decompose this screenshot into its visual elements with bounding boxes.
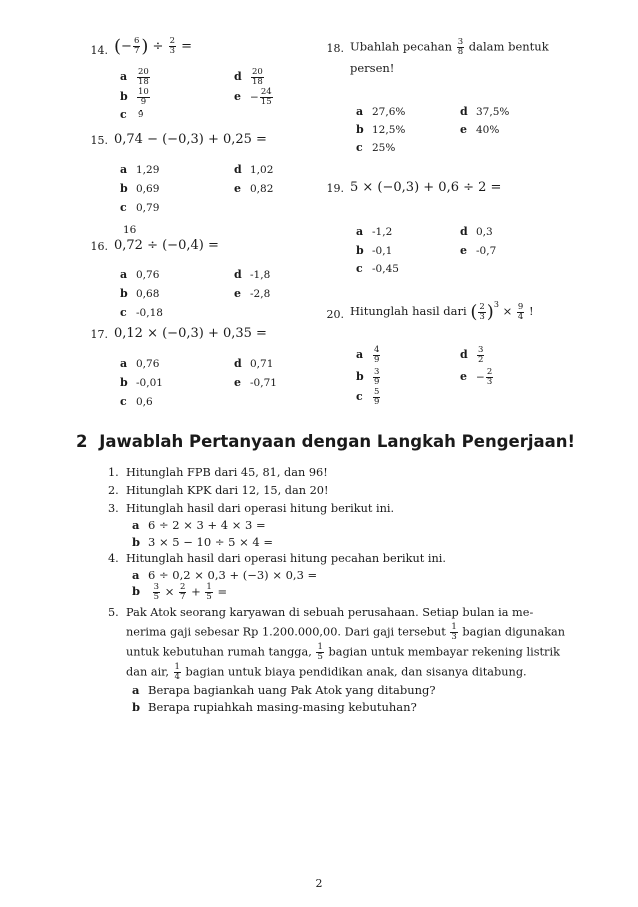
essay-5-part-a: a Berapa bagiankah uang Pak Atok yang ditabung? (132, 683, 436, 697)
option-b[interactable]: b 12,5% (356, 123, 406, 136)
option-c[interactable]: c $\frac{5}{9}$ (356, 387, 380, 407)
question-number: 18. (326, 42, 344, 55)
essay-4-part-a: a 6 ÷ 0,2 × 0,3 + (−3) × 0,3 = (132, 568, 318, 582)
question-stem: 0,72 ÷ (−0,4) = (114, 238, 219, 253)
question-number: 16. (90, 240, 108, 253)
question-stem: 0,74 − (−0,3) + 0,25 = (114, 132, 267, 147)
option-e[interactable]: e − $\frac{2}{3}$ (460, 367, 493, 387)
option-b[interactable]: b $\frac{3}{9}$ (356, 367, 380, 387)
option-b[interactable]: b -0,01 (120, 376, 163, 389)
option-a[interactable]: a 1,29 (120, 163, 160, 176)
option-a[interactable]: a -1,2 (356, 225, 393, 238)
option-e[interactable]: e 40% (460, 123, 500, 136)
question-14 (86, 34, 326, 129)
essay-4-part-b: b $\frac{3}{5}$ × $\frac{2}{7}$ + $\frac{1}{5}$ = (132, 582, 228, 602)
question-stem: Ubahlah pecahan $\frac{3}{8}$ dalam bentuk (350, 37, 549, 57)
essay-item-2: 2. Hitunglah KPK dari 12, 15, dan 20! (108, 484, 329, 497)
option-c[interactable]: c 0,6 (120, 395, 153, 408)
essay-5-line-2: nerima gaji sebesar Rp 1.200.000,00. Dari gaji tersebut $\frac{1}{3}$ bagian digunakan (126, 622, 566, 642)
option-b[interactable]: b 0,68 (120, 287, 160, 300)
essay-5-part-b: b Berapa rupiahkah masing-masing kebutuhan? (132, 700, 417, 714)
option-e[interactable]: e -0,71 (234, 376, 277, 389)
option-c[interactable]: c 0,79 (120, 201, 160, 214)
essay-item-3: 3. Hitunglah hasil dari operasi hitung berikut ini. (108, 502, 395, 515)
question-15 (86, 130, 326, 215)
essay-3-part-b: b 3 × 5 − 10 ÷ 5 × 4 = (132, 535, 273, 549)
section-number: 2 (76, 432, 88, 451)
option-d[interactable]: d $\frac{20}{18}$ (234, 67, 263, 87)
option-a[interactable]: a 0,76 (120, 268, 160, 281)
question-18 (322, 36, 562, 156)
option-d[interactable]: d 1,02 (234, 163, 274, 176)
essay-item-1: 1. Hitunglah FPB dari 45, 81, dan 96! (108, 466, 328, 479)
option-b[interactable]: b $\frac{10}{9}$ (120, 87, 149, 107)
option-d[interactable]: d 37,5% (460, 105, 510, 118)
option-d[interactable]: d 0,71 (234, 357, 274, 370)
question-number: 19. (326, 182, 344, 195)
option-c[interactable]: c 25% (356, 141, 396, 154)
section-title: Jawablah Pertanyaan dengan Langkah Pengerjaan! (99, 432, 576, 451)
question-16 (86, 236, 326, 321)
essay-item-4: 4. Hitunglah hasil dari operasi hitung pecahan berikut ini. (108, 552, 446, 565)
essay-5-line-4: dan air, $\frac{1}{4}$ bagian untuk biaya pendidikan anak, dan sisanya ditabung. (126, 662, 527, 682)
option-a[interactable]: a 27,6% (356, 105, 406, 118)
option-c[interactable]: c -0,45 (356, 262, 399, 275)
question-stem: Hitunglah hasil dari ( $\frac{2}{3}$ )$^3$ × $\frac{9}{4}$ ! (350, 300, 534, 323)
option-e[interactable]: e -2,8 (234, 287, 271, 300)
essay-3-part-a: a 6 ÷ 2 × 3 + 4 × 3 = (132, 518, 266, 532)
page-number: 2 (315, 877, 323, 890)
stray-page-number: 16 (123, 224, 137, 236)
option-d[interactable]: d -1,8 (234, 268, 271, 281)
section-heading (76, 432, 575, 451)
option-d[interactable]: d $\frac{3}{2}$ (460, 345, 484, 365)
question-stem: (− $\frac{6}{7}$ ) ÷ $\frac{2}{3}$ = (114, 36, 193, 57)
option-a[interactable]: a 0,76 (120, 357, 160, 370)
option-a[interactable]: a $\frac{4}{9}$ (356, 345, 380, 365)
option-a[interactable]: a $\frac{20}{18}$ (120, 67, 149, 87)
question-number: 17. (90, 328, 108, 341)
option-b[interactable]: b -0,1 (356, 244, 393, 257)
option-c[interactable]: c -0,18 (120, 306, 163, 319)
option-d[interactable]: d 0,3 (460, 225, 493, 238)
question-stem: 5 × (−0,3) + 0,6 ÷ 2 = (350, 180, 502, 195)
question-number: 20. (326, 308, 344, 321)
essay-5-line-3: untuk kebutuhan rumah tangga, $\frac{1}{5}$ bagian untuk membayar rekening listrik (126, 642, 560, 662)
question-stem: 0,12 × (−0,3) + 0,35 = (114, 326, 267, 341)
essay-item-5: 5. Pak Atok seorang karyawan di sebuah perusahaan. Setiap bulan ia me- (108, 606, 534, 619)
option-c[interactable]: c 9 (120, 108, 144, 121)
question-20 (322, 298, 572, 418)
option-e[interactable]: e − $\frac{24}{15}$ (234, 87, 272, 107)
question-17 (86, 324, 326, 409)
question-stem-line2: persen! (350, 61, 395, 75)
question-number: 15. (90, 134, 108, 147)
question-19 (322, 178, 562, 278)
option-e[interactable]: e -0,7 (460, 244, 497, 257)
option-e[interactable]: e 0,82 (234, 182, 274, 195)
option-b[interactable]: b 0,69 (120, 182, 160, 195)
question-number: 14. (90, 44, 108, 57)
